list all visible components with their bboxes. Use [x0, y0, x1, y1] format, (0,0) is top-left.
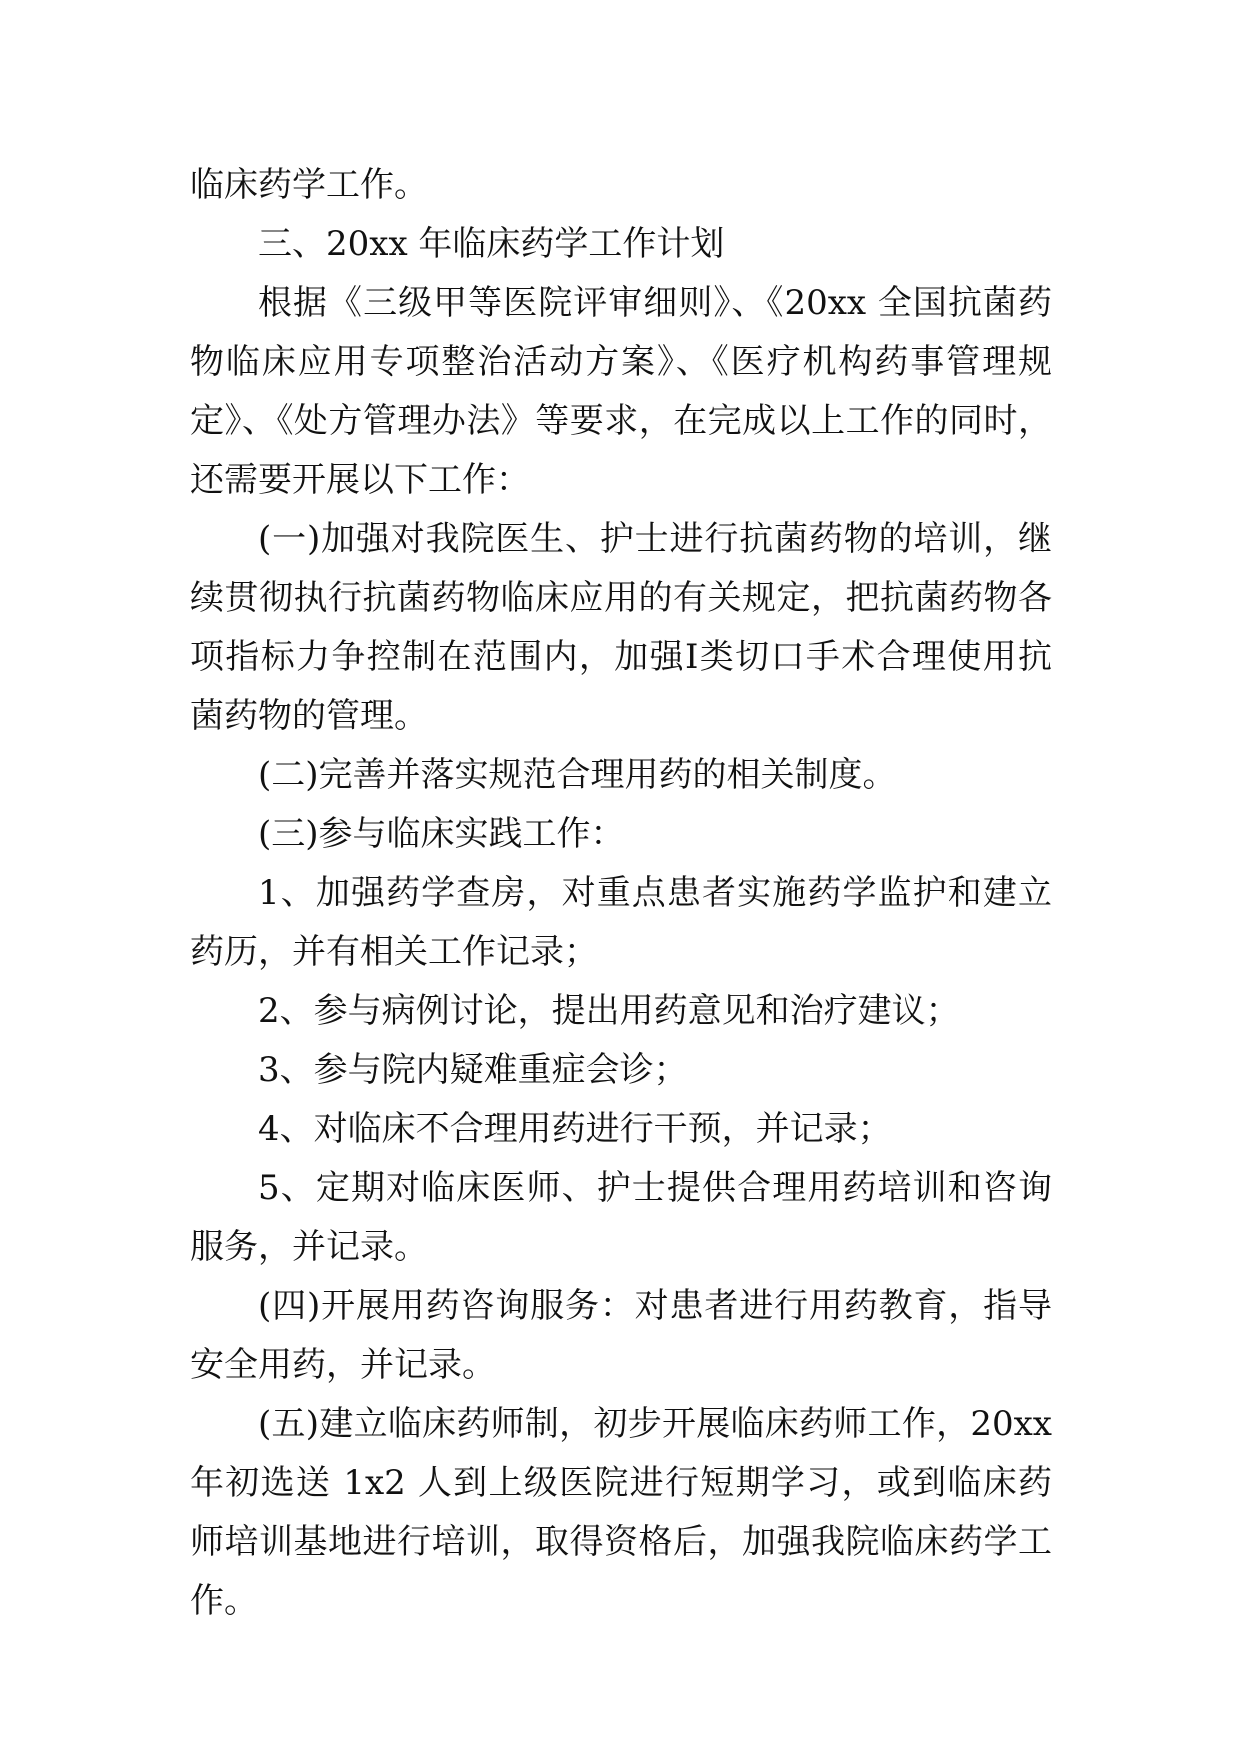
list-item-4: 4、对临床不合理用药进行干预，并记录； [258, 1109, 892, 1149]
section-heading: 三、20xx 年临床药学工作计划 [258, 224, 725, 264]
list-item-3: 3、参与院内疑难重症会诊； [258, 1050, 688, 1090]
paragraph-item-1: (一)加强对我院医生、护士进行抗菌药物的培训，继续贯彻执行抗菌药物临床应用的有关规定，把抗菌药物各项指标力争控制在范围内，加强Ⅰ类切口手术合理使用抗菌药物的管理。 [190, 519, 1052, 736]
paragraph-basis: 根据《三级甲等医院评审细则》、《20xx 全国抗菌药物临床应用专项整治活动方案》、《医疗机构药事管理规定》、《处方管理办法》等要求，在完成以上工作的同时，还需要开展以下工作： [190, 283, 1052, 500]
document-body [190, 156, 1052, 1631]
paragraph-item-3: (三)参与临床实践工作： [258, 814, 625, 854]
paragraph-item-5: (五)建立临床药师制，初步开展临床药师工作，20xx 年初选送 1x2 人到上级医院进行短期学习，或到临床药师培训基地进行培训，取得资格后，加强我院临床药学工作。 [190, 1404, 1052, 1621]
list-item-5: 5、定期对临床医师、护士提供合理用药培训和咨询服务，并记录。 [190, 1168, 1052, 1267]
list-item-2: 2、参与病例讨论，提出用药意见和治疗建议； [258, 991, 960, 1031]
paragraph-item-4: (四)开展用药咨询服务：对患者进行用药教育，指导安全用药，并记录。 [190, 1286, 1052, 1385]
paragraph-continuation: 临床药学工作。 [190, 165, 428, 205]
paragraph-item-2: (二)完善并落实规范合理用药的相关制度。 [258, 755, 897, 795]
list-item-1: 1、加强药学查房，对重点患者实施药学监护和建立药历，并有相关工作记录； [190, 873, 1052, 972]
